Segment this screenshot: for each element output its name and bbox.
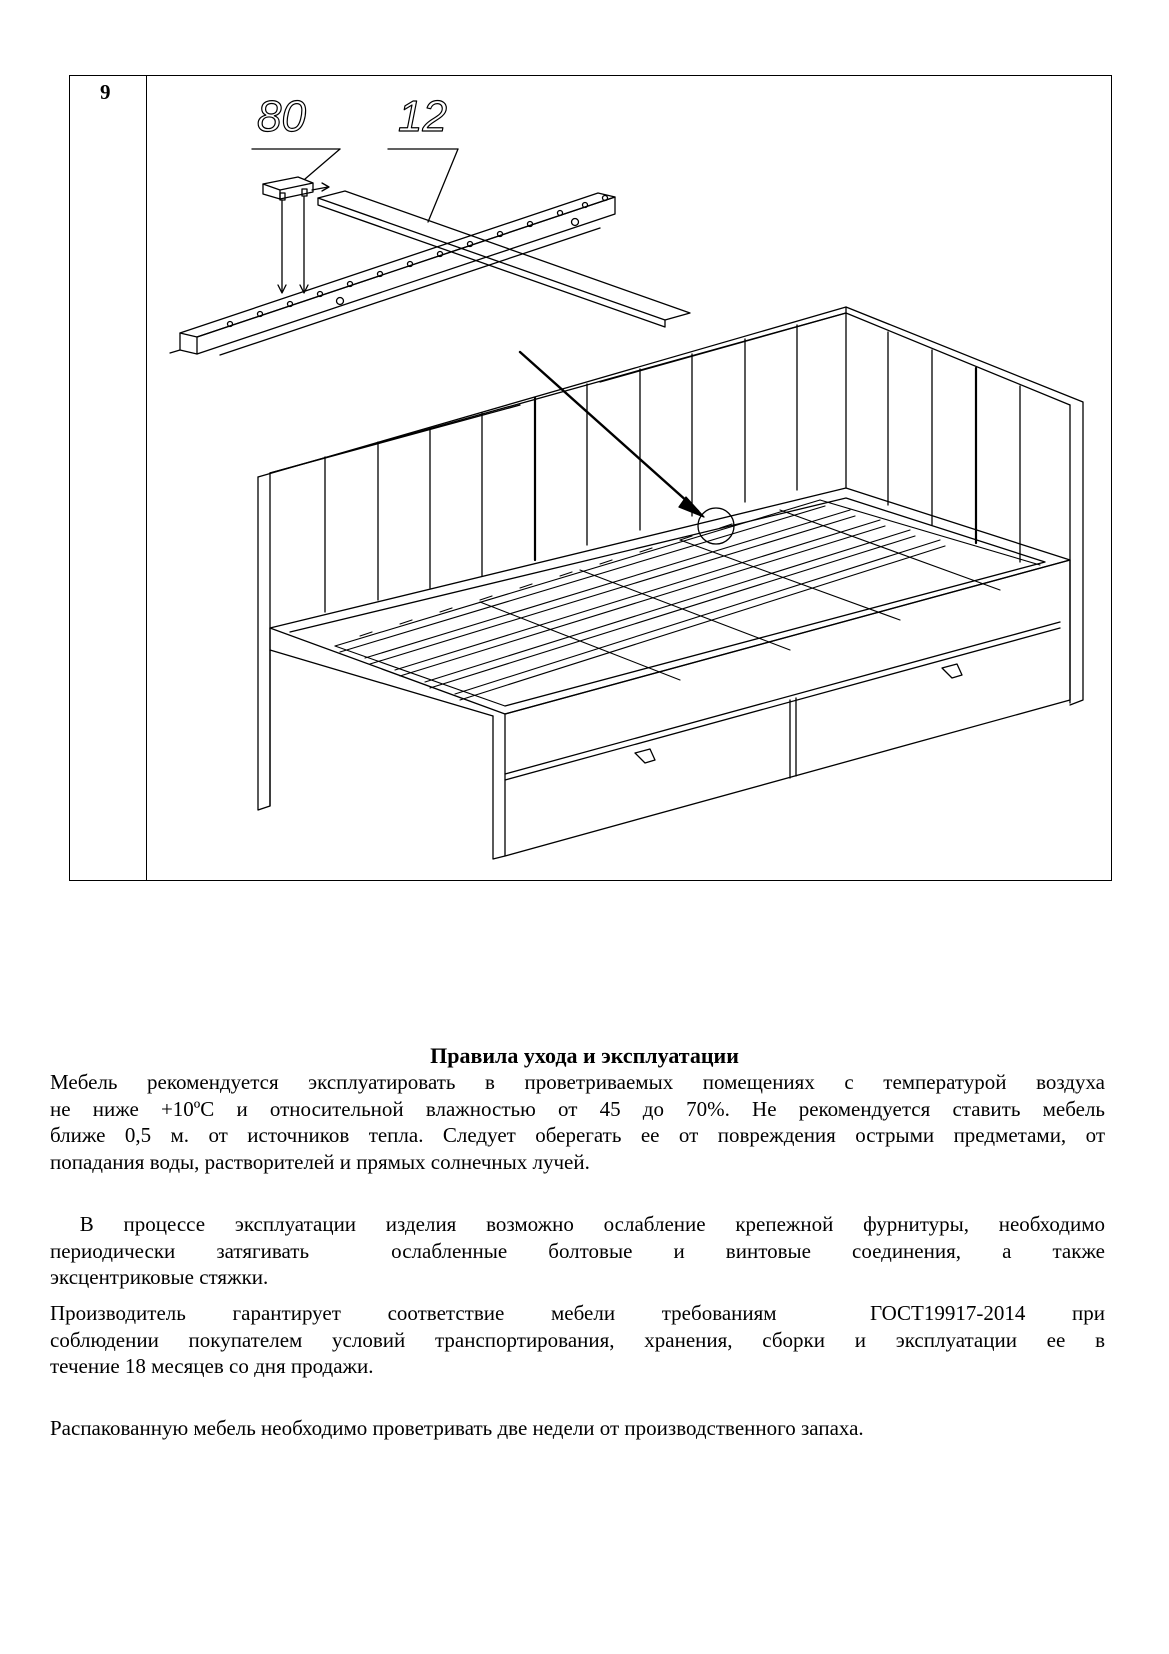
care-title: Правила ухода и эксплуатации — [430, 1043, 739, 1068]
slat-part-12 — [318, 191, 690, 327]
part-label-12: 12 — [398, 92, 447, 141]
care-paragraph-3 — [50, 1300, 1105, 1380]
bed-slats — [335, 500, 1040, 706]
care-paragraph-1-line: попадания воды, растворителей и прямых солнечных лучей. — [50, 1149, 590, 1174]
care-paragraph-1 — [50, 1069, 1105, 1175]
connector-part-80 — [263, 177, 329, 293]
care-paragraph-1-line: Мебель рекомендуется эксплуатировать в проветриваемых помещениях с температурой воздуха — [50, 1070, 1105, 1094]
care-paragraph-2-line: периодически затягивать ослабленные болтовые и винтовые соединения, а также — [50, 1238, 1105, 1263]
care-paragraph-3-line: соблюдении покупателем условий транспортирования, хранения, сборки и эксплуатации ее в — [50, 1327, 1105, 1352]
care-paragraph-2-line: В процессе эксплуатации изделия возможно ослабление крепежной фурнитуры, необходимо — [50, 1212, 1105, 1236]
step-divider — [146, 75, 147, 881]
care-paragraph-1-line: не ниже +10ºС и относительной влажностью от 45 до 70%. Не рекомендуется ставить мебель — [50, 1096, 1105, 1121]
care-paragraph-1-line: ближе 0,5 м. от источников тепла. Следует оберегать ее от повреждения острыми предметами, от — [50, 1123, 1105, 1148]
part-label-80: 80 — [257, 92, 306, 141]
care-paragraph-4: Распакованную мебель необходимо проветривать две недели от производственного запаха. — [50, 1416, 864, 1440]
care-paragraph-3-line: течение 18 месяцев со дня продажи. — [50, 1354, 374, 1379]
care-paragraph-2 — [50, 1211, 1105, 1291]
assembly-drawing — [148, 77, 1110, 879]
care-paragraph-2-line: эксцентриковые стяжки. — [50, 1265, 269, 1290]
step-number: 9 — [100, 80, 111, 104]
care-paragraph-3-line: Производитель гарантирует соответствие мебели требованиям ГОСТ19917-2014 при — [50, 1301, 1105, 1325]
frame-rail — [170, 193, 615, 355]
bed-base — [270, 488, 1070, 859]
